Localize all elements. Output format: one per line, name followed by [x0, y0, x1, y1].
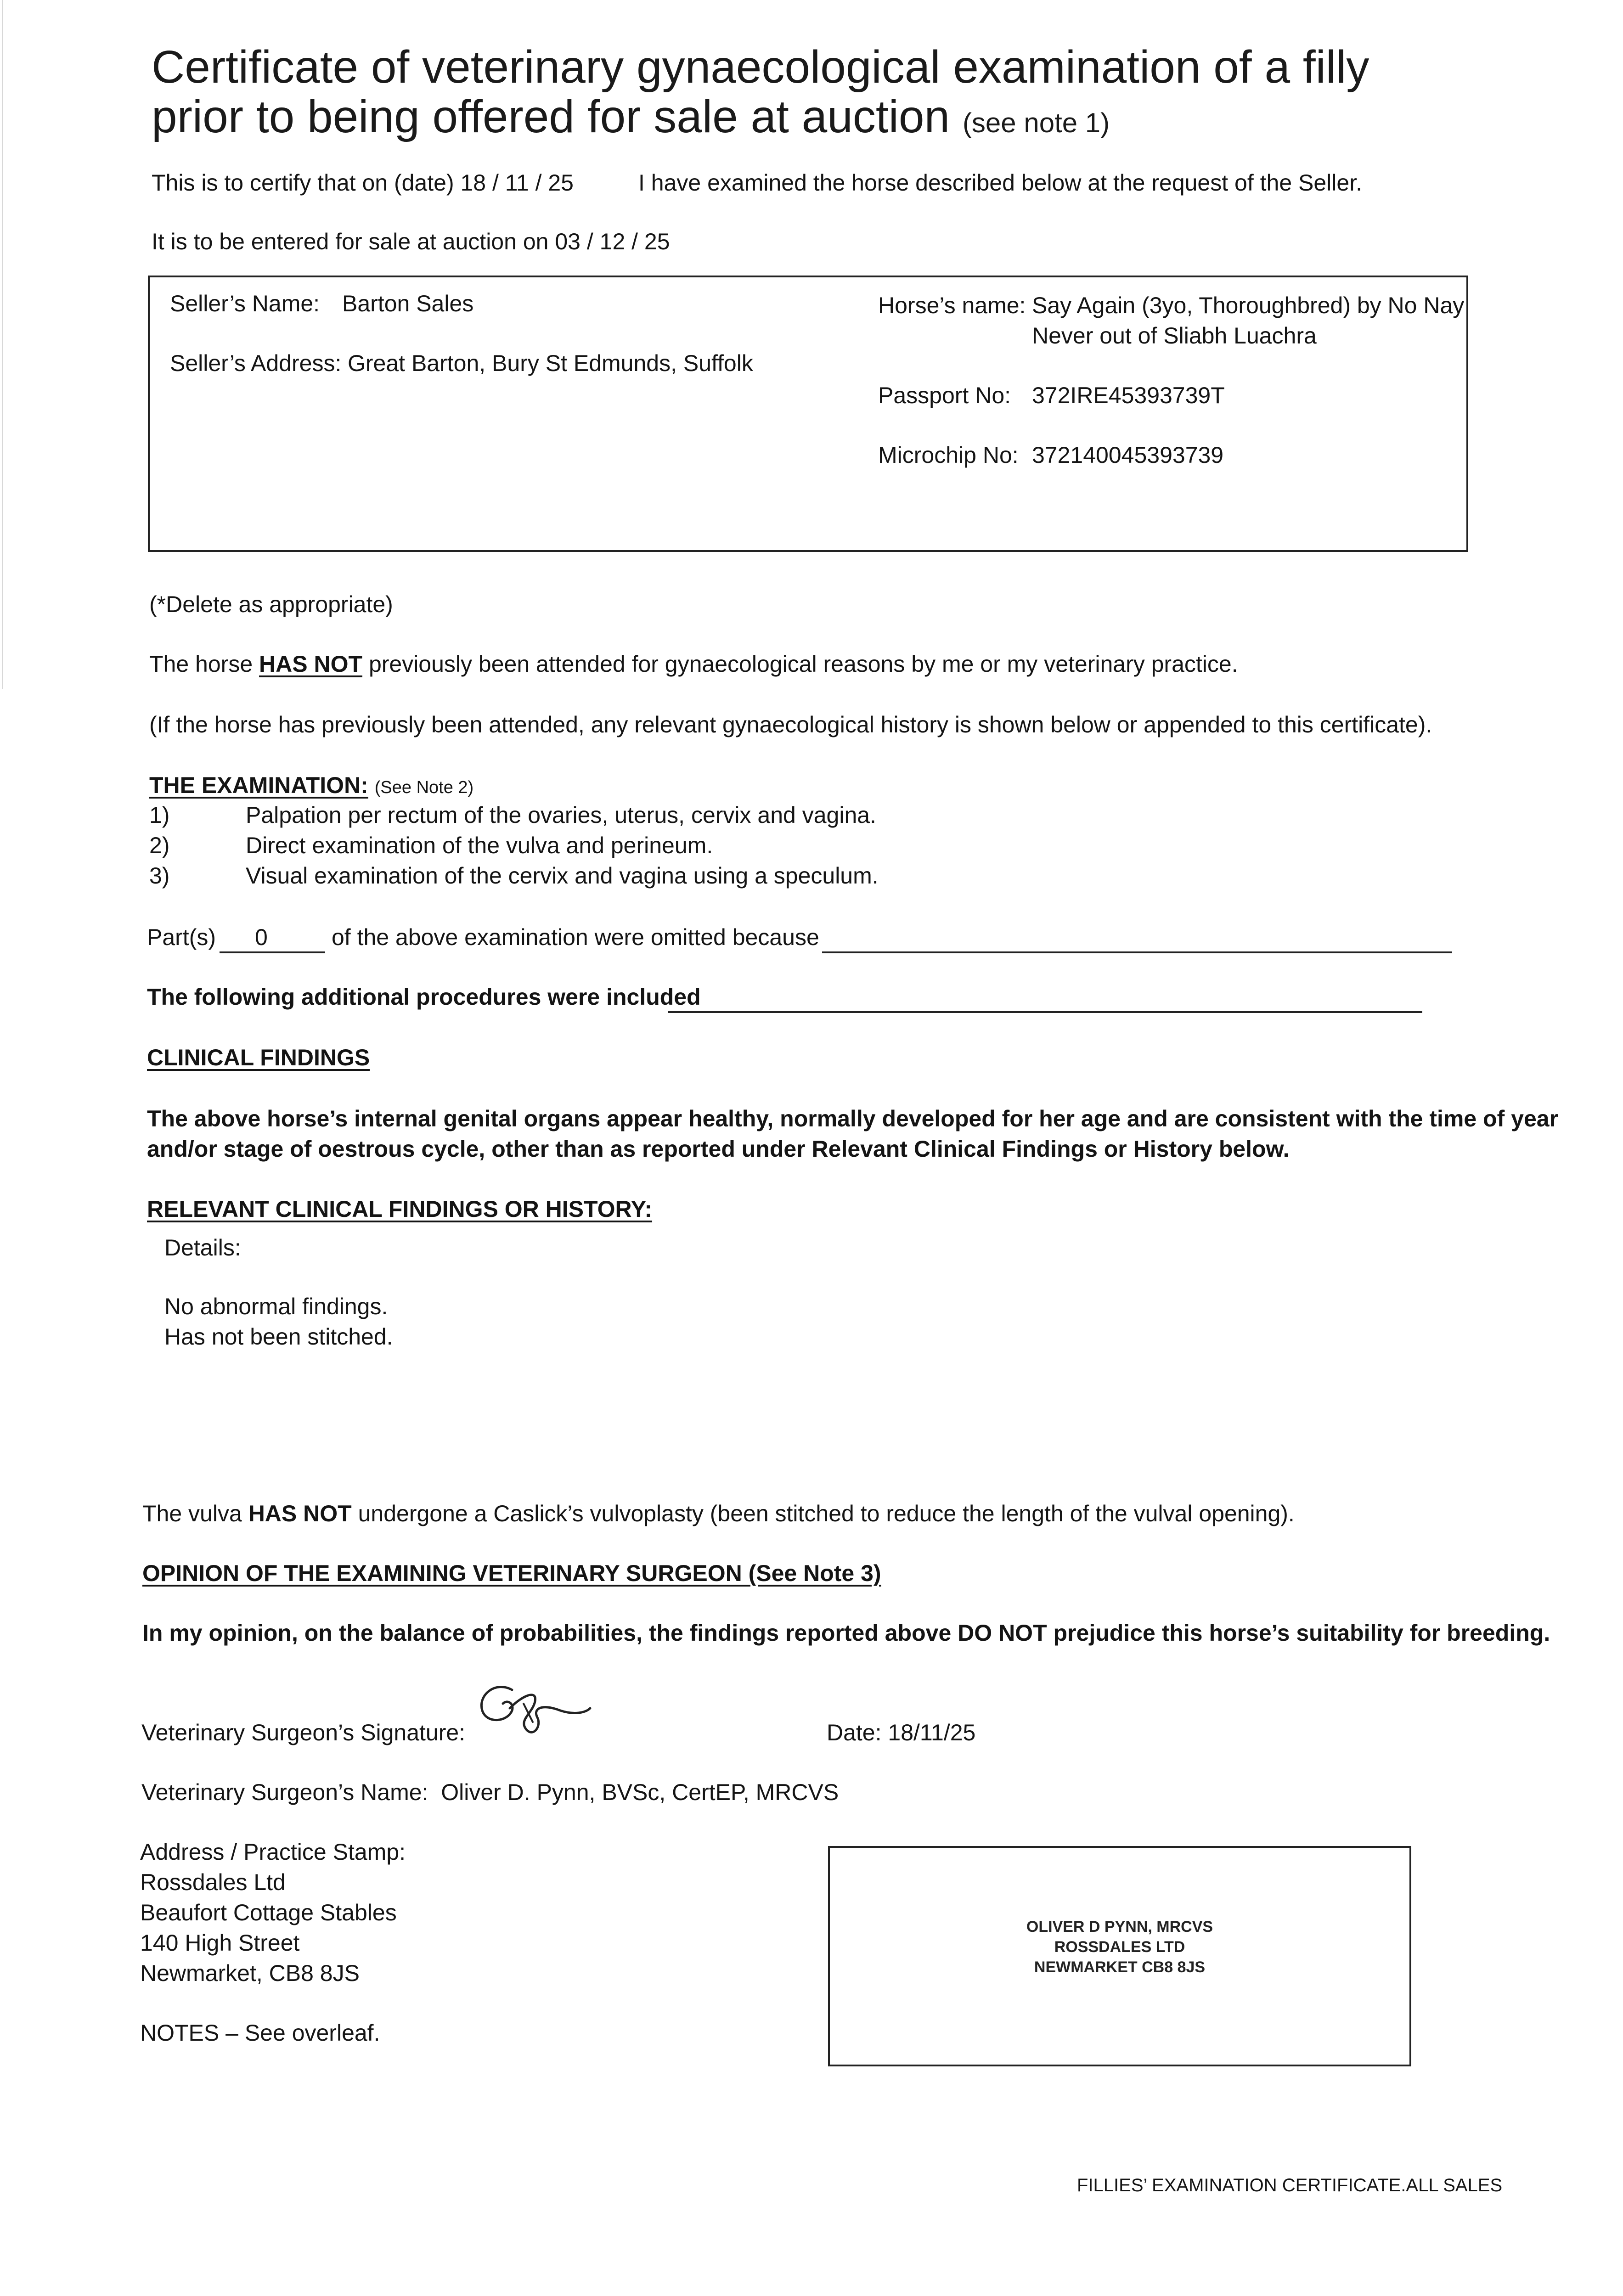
passport-label: Passport No:: [878, 383, 1011, 408]
opinion-statement: [142, 1618, 1550, 1648]
microchip-number: 372140045393739: [1032, 442, 1224, 468]
clinical-findings-text-2: and/or stage of oestrous cycle, other than as reported under Relevant Clinical Findings or History below.: [147, 1136, 1290, 1162]
examination-item-1: [149, 800, 876, 830]
examination-note: (See Note 2): [374, 778, 474, 797]
handwritten-signature: [468, 1676, 597, 1745]
clinical-findings-text-1: The above horse’s internal genital organs appear healthy, normally developed for her age and are consistent with the time of year: [147, 1106, 1559, 1131]
item-text: Visual examination of the cervix and vagina using a speculum.: [246, 863, 879, 889]
address-label: Address / Practice Stamp:: [140, 1839, 406, 1865]
notes-text: NOTES – See overleaf.: [140, 2020, 380, 2046]
practice-stamp-box: [828, 1846, 1411, 2066]
title-line-2: [152, 92, 1369, 148]
parts-value: 0: [255, 924, 268, 950]
parts-blank-line: [220, 951, 325, 953]
horse-name-1: Say Again (3yo, Thoroughbred) by No Nay: [1032, 293, 1465, 318]
certify-line: [152, 168, 574, 198]
auction-prefix: It is to be entered for sale at auction on: [152, 229, 549, 254]
certify-prefix: This is to certify that on (date): [152, 170, 454, 196]
delete-note: (*Delete as appropriate): [149, 591, 393, 617]
opinion-heading: OPINION OF THE EXAMINING VETERINARY SURGEON (See Note 3): [142, 1560, 881, 1586]
attended-post: previously been attended for gynaecological reasons by me or my veterinary practice.: [368, 651, 1238, 677]
parts-suffix: of the above examination were omitted because: [332, 924, 819, 950]
finding-line-2: Has not been stitched.: [164, 1324, 393, 1350]
examination-heading-row: [149, 770, 473, 803]
practice-stamp: [830, 1917, 1409, 1977]
address-line: Rossdales Ltd: [140, 1869, 286, 1895]
stamp-line-2: ROSSDALES LTD: [1054, 1938, 1185, 1956]
item-text: Palpation per rectum of the ovaries, uterus, cervix and vagina.: [246, 802, 876, 828]
attended-statement: [149, 649, 1238, 679]
signature-date-row: [827, 1717, 975, 1748]
seller-address-label: Seller’s Address:: [170, 350, 342, 376]
additional-procedures-label: The following additional procedures were included: [147, 984, 701, 1010]
attended-emphasis: HAS NOT: [259, 651, 363, 677]
finding-line-1: No abnormal findings.: [164, 1294, 388, 1319]
exam-date: 18 / 11 / 25: [460, 170, 574, 196]
passport-number: 372IRE45393739T: [1032, 383, 1225, 408]
surgeon-name-row: [141, 1777, 839, 1807]
vulva-emphasis: HAS NOT: [248, 1501, 352, 1526]
signature-date-label: Date:: [827, 1720, 882, 1745]
relevant-findings-heading: RELEVANT CLINICAL FINDINGS OR HISTORY:: [147, 1196, 653, 1222]
address-line: Newmarket, CB8 8JS: [140, 1960, 360, 1986]
seller-address: Great Barton, Bury St Edmunds, Suffolk: [348, 350, 753, 376]
history-note: (If the horse has previously been attended, any relevant gynaecological history is shown below or appended to this certificate).: [149, 712, 1432, 737]
title-note: (see note 1): [962, 107, 1110, 138]
horse-name-label: Horse’s name:: [878, 293, 1026, 318]
vulva-post: undergone a Caslick’s vulvoplasty (been stitched to reduce the length of the vulval opening).: [358, 1501, 1295, 1526]
seller-name: Barton Sales: [342, 291, 474, 316]
auction-date: 03 / 12 / 25: [555, 229, 670, 254]
opinion-emphasis: DO NOT: [958, 1620, 1047, 1646]
address-line: 140 High Street: [140, 1930, 300, 1956]
surgeon-name: Oliver D. Pynn, BVSc, CertEP, MRCVS: [441, 1779, 839, 1805]
footer-text: FILLIES’ EXAMINATION CERTIFICATE.ALL SALES: [1077, 2175, 1503, 2195]
omitted-reason-line: [822, 951, 1452, 953]
item-number: 1): [149, 802, 170, 828]
signature-date: 18/11/25: [888, 1720, 976, 1745]
examination-item-3: [149, 861, 879, 891]
opinion-post: prejudice this horse’s suitability for breeding.: [1053, 1620, 1550, 1646]
opinion-pre: In my opinion, on the balance of probabilities, the findings reported above: [142, 1620, 952, 1646]
stamp-line-3: NEWMARKET CB8 8JS: [1034, 1958, 1206, 1976]
details-label: Details:: [164, 1235, 241, 1261]
surgeon-name-label: Veterinary Surgeon’s Name:: [141, 1779, 428, 1805]
microchip-label: Microchip No:: [878, 442, 1019, 468]
parts-label: Part(s): [147, 924, 216, 950]
attended-pre: The horse: [149, 651, 253, 677]
certify-suffix: I have examined the horse described below at the request of the Seller.: [638, 170, 1362, 196]
horse-name-2: Never out of Sliabh Luachra: [1032, 323, 1317, 349]
certificate-title: [152, 42, 1369, 148]
title-line-2-text: prior to being offered for sale at auction: [152, 91, 950, 142]
seller-name-label: Seller’s Name:: [170, 291, 320, 316]
item-text: Direct examination of the vulva and perineum.: [246, 833, 713, 858]
vulva-pre: The vulva: [142, 1501, 242, 1526]
page-edge: [2, 0, 3, 689]
title-line-1: Certificate of veterinary gynaecological examination of a filly: [152, 41, 1369, 93]
item-number: 3): [149, 863, 170, 889]
address-line: Beaufort Cottage Stables: [140, 1900, 397, 1925]
additional-procedures-line: [668, 1011, 1422, 1013]
clinical-findings-heading: CLINICAL FINDINGS: [147, 1045, 370, 1070]
auction-line: [152, 226, 670, 257]
examination-item-2: [149, 830, 713, 861]
examination-heading: THE EXAMINATION:: [149, 772, 368, 798]
signature-label: Veterinary Surgeon’s Signature:: [141, 1720, 466, 1745]
vulva-statement: [142, 1498, 1295, 1529]
stamp-line-1: OLIVER D PYNN, MRCVS: [1026, 1918, 1213, 1936]
item-number: 2): [149, 833, 170, 858]
